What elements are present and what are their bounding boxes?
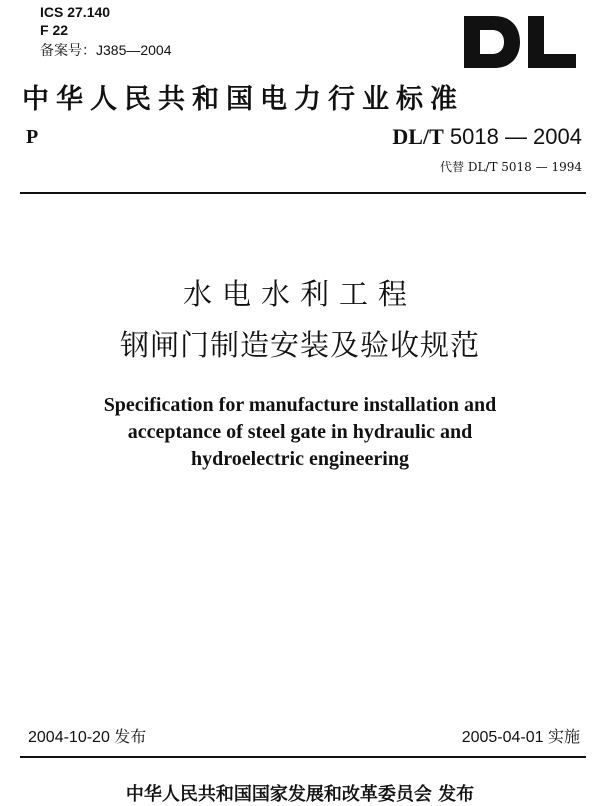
dl-logo-letter-l: [528, 16, 576, 68]
top-divider: [20, 192, 586, 194]
chinese-title-line-2: 钢闸门制造安装及验收规范: [119, 328, 480, 362]
standard-number: [392, 124, 582, 150]
dl-logo-text: DL: [520, 70, 522, 71]
classification-code: F 22: [40, 22, 69, 38]
english-title-line-2: acceptance of steel gate in hydraulic and: [127, 421, 473, 443]
organization-title: 中华人民共和国电力行业标准: [22, 84, 464, 115]
issuing-authority: 中华人民共和国国家发展和改革委员会 发布: [125, 784, 475, 805]
chinese-title-line-1: 水电水利工程: [182, 277, 417, 311]
bottom-divider: [20, 756, 586, 758]
category-letter: P: [26, 126, 39, 148]
english-title-line-1: Specification for manufacture installation and: [103, 394, 497, 416]
ics-code: ICS 27.140: [40, 4, 111, 20]
record-number: 备案号：J385—2004: [40, 42, 172, 58]
standard-number-value: 5018 — 2004: [449, 124, 582, 149]
dl-logo-letter-d: [464, 16, 520, 68]
replaces-standard: 代替 DL/T 5018 — 1994: [440, 160, 582, 174]
issue-date: 2004-10-20 发布: [28, 729, 147, 746]
dl-logo: [460, 12, 580, 72]
standard-number-prefix: DL/T: [392, 124, 444, 149]
english-title-line-3: hydroelectric engineering: [191, 448, 409, 470]
effective-date: 2005-04-01 实施: [461, 729, 580, 746]
english-title: [0, 392, 600, 473]
